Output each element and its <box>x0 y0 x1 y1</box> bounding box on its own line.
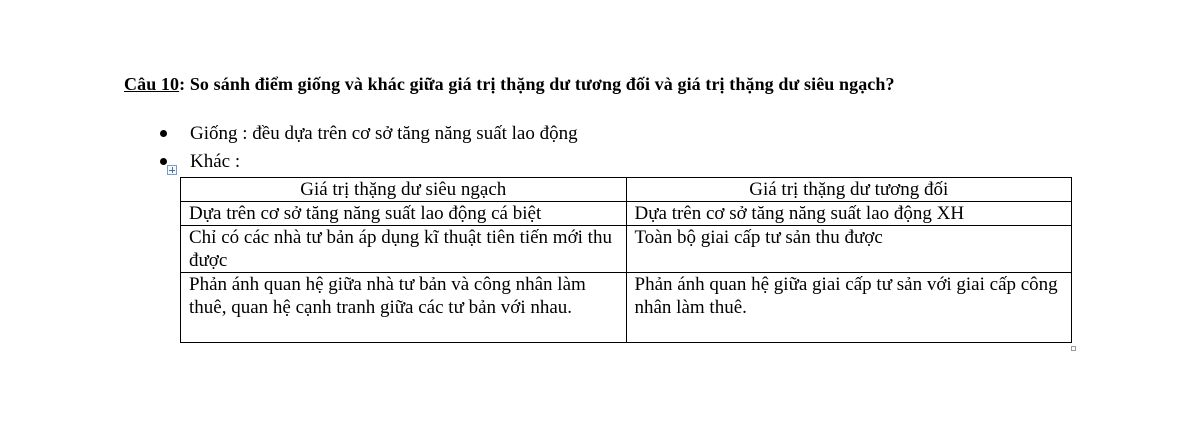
table-cell[interactable]: Dựa trên cơ sở tăng năng suất lao động cá biệt <box>181 202 627 226</box>
bullet-dot-icon <box>160 158 167 165</box>
table-move-handle-icon[interactable] <box>167 165 177 175</box>
bullet-text: Giống : đều dựa trên cơ sở tăng năng suất lao động <box>190 123 578 144</box>
question-heading <box>124 74 895 95</box>
table-cell[interactable]: Phản ánh quan hệ giữa giai cấp tư sản với giai cấp công nhân làm thuê. <box>626 273 1072 343</box>
table-cell[interactable]: Chỉ có các nhà tư bản áp dụng kĩ thuật tiên tiến mới thu được <box>181 226 627 273</box>
comparison-table <box>180 177 1072 343</box>
table-cell[interactable]: Dựa trên cơ sở tăng năng suất lao động XH <box>626 202 1072 226</box>
table-row <box>181 273 1072 343</box>
column-header: Giá trị thặng dư tương đối <box>626 178 1072 202</box>
table-resize-handle-icon[interactable] <box>1071 346 1076 351</box>
question-text: : So sánh điểm giống và khác giữa giá trị thặng dư tương đối và giá trị thặng dư siêu ngạch? <box>179 74 895 94</box>
table-cell[interactable]: Phản ánh quan hệ giữa nhà tư bản và công nhân làm thuê, quan hệ cạnh tranh giữa các tư bản với nhau. <box>181 273 627 343</box>
table-row <box>181 226 1072 273</box>
bullet-text: Khác : <box>190 151 241 172</box>
question-label: Câu 10 <box>124 74 180 94</box>
table-header-row <box>181 178 1072 202</box>
table-cell[interactable]: Toàn bộ giai cấp tư sản thu được <box>626 226 1072 273</box>
bullet-dot-icon <box>160 130 167 137</box>
column-header: Giá trị thặng dư siêu ngạch <box>181 178 627 202</box>
table-row <box>181 202 1072 226</box>
